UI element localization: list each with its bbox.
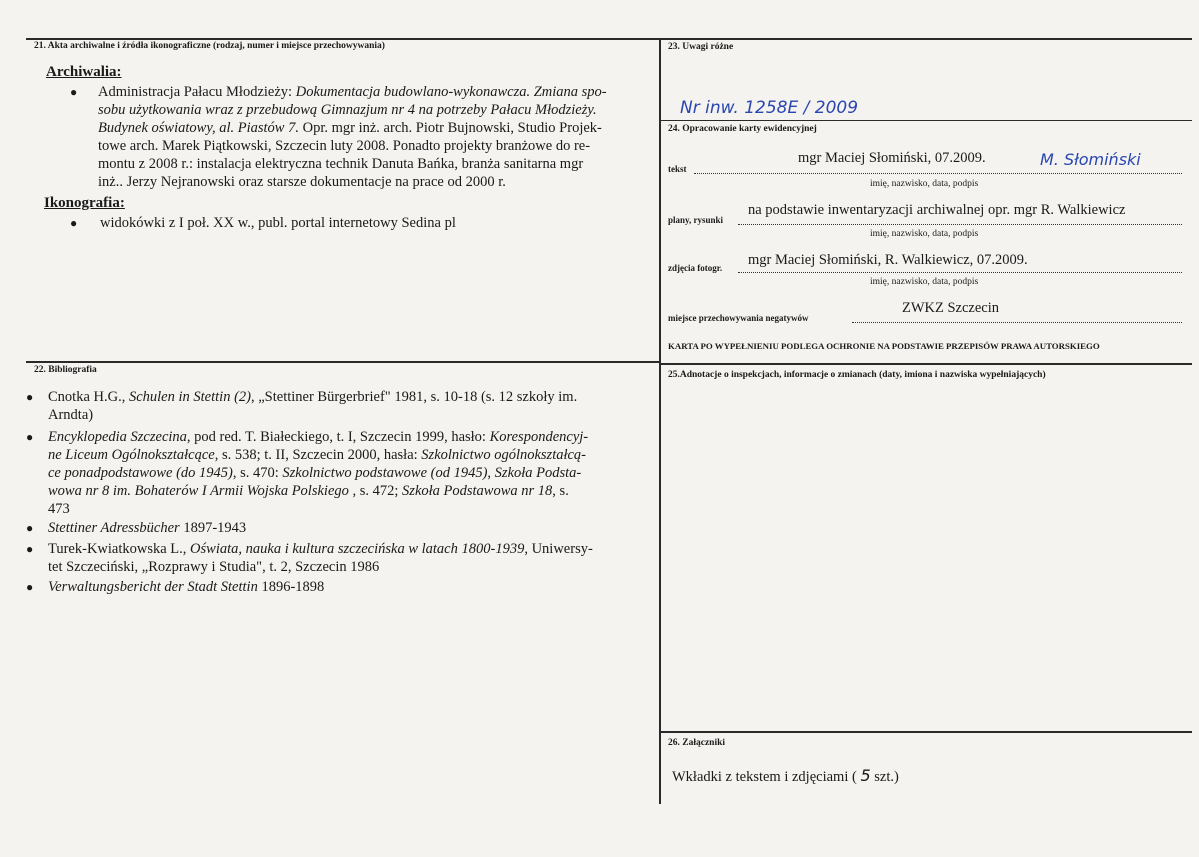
bibliography-item: ● Stettiner Adressbücher 1897-1943 [26,520,247,536]
inventory-number-handwritten: Nr inw. 1258E / 2009 [680,98,859,118]
plany-dotted-line [738,224,1182,225]
tekst-value: mgr Maciej Słomiński, 07.2009. [798,150,986,166]
tekst-label: tekst [668,164,687,174]
center-divider [659,38,661,804]
bibliography-item: ● Turek-Kwiatkowska L., Oświata, nauka i kultura szczecińska w latach 1800-1939, Uniwersy- tet Szczeciński, „Rozprawy i Studia", t. 2, Szczecin 1986 [26,541,593,575]
bullet-icon: ● [26,542,34,556]
caption-zdjecia: imię, nazwisko, data, podpis [870,277,979,287]
signature-handwritten: M. Słomiński [1040,150,1141,169]
plany-value: na podstawie inwentaryzacji archiwalnej opr. mgr R. Walkiewicz [748,202,1126,218]
divider-21-22 [26,361,660,363]
attachments-count: 5 [860,766,871,785]
zdjecia-dotted-line [738,272,1182,273]
negatywy-value: ZWKZ Szczecin [902,300,1000,316]
ikonografia-heading: Ikonografia: [44,195,125,211]
divider-23-24 [660,120,1192,121]
bibliography-item: ● Encyklopedia Szczecina, pod red. T. Białeckiego, t. I, Szczecin 1999, hasło: Korespondencyj- ne Liceum Ogólnokształcące, s. 538; t. II, Szczecin 2000, hasła: Szkolnictwo ogólnokształcą- ce ponadpodstawowe (do 1945), s. 470: Szkolnictwo podstawowe (od 1945), Szkoła Podsta- wowa nr 8 im. Bohaterów I Armii Wojska Polskiego , s. 472; Szkoła Podstawowa nr 18, s. 473 [26,429,589,517]
bullet-icon: ● [26,580,34,594]
archiwalia-item: ● Administracja Pałacu Młodzieży: Dokumentacja budowlano-wykonawcza. Zmiana spo- sobu użytkowania wraz z przebudową Gimnazjum nr 4 na potrzeby Pałacu Młodzieży. Budynek oświatowy, al. Piastów 7. Opr. mgr inż. arch. Piotr Bujnowski, Studio Projek- towe arch. Marek Piątkowski, Szczecin luty 2008. Ponadto projekty branżowe do re- montu z 2008 r.: instalacja elektryczna technik Danuta Bańka, branża sanitarna mgr inż.. Jerzy Nejranowski oraz starsze dokumentacje na prace od 2000 r. [70,84,607,190]
section-23-header: 23. Uwagi różne [668,42,734,52]
attachments-text: Wkładki z tekstem i zdjęciami ( 5 szt.) [672,766,899,785]
bullet-icon: ● [26,390,34,404]
tekst-dotted-line [694,173,1182,174]
bibliography-item: ● Cnotka H.G., Schulen in Stettin (2), „Stettiner Bürgerbrief" 1981, s. 10-18 (s. 12 szkoły im. Arndta) [26,389,578,423]
divider-25-26 [660,731,1192,733]
archiwalia-heading: Archiwalia: [46,64,122,80]
zdjecia-label: zdjęcia fotogr. [668,263,723,273]
plany-label: plany, rysunki [668,215,724,225]
negatywy-label: miejsce przechowywania negatywów [668,313,809,323]
bullet-icon: ● [70,216,78,230]
zdjecia-value: mgr Maciej Słomiński, R. Walkiewicz, 07.2009. [748,252,1028,268]
divider-24-25 [660,363,1192,365]
caption-tekst: imię, nazwisko, data, podpis [870,179,979,189]
top-border [26,38,1192,40]
section-21-header: 21. Akta archiwalne i źródła ikonograficzne (rodzaj, numer i miejsce przechowywania) [34,41,385,51]
caption-plany: imię, nazwisko, data, podpis [870,229,979,239]
ikonografia-item: ● widokówki z I poł. XX w., publ. portal internetowy Sedina pl [70,215,456,231]
section-26-header: 26. Załączniki [668,738,726,748]
section-25-header: 25.Adnotacje o inspekcjach, informacje o zmianach (daty, imiona i nazwiska wypełniających) [668,370,1046,380]
bullet-icon: ● [26,430,34,444]
section-22-header: 22. Bibliografia [34,365,97,375]
copyright-notice: KARTA PO WYPEŁNIENIU PODLEGA OCHRONIE NA PODSTAWIE PRZEPISÓW PRAWA AUTORSKIEGO [668,341,1100,351]
bibliography-item: ● Verwaltungsbericht der Stadt Stettin 1896-1898 [26,579,325,595]
bullet-icon: ● [26,521,34,535]
negatywy-dotted-line [852,322,1182,323]
bullet-icon: ● [70,85,78,99]
section-24-header: 24. Opracowanie karty ewidencyjnej [668,124,817,134]
